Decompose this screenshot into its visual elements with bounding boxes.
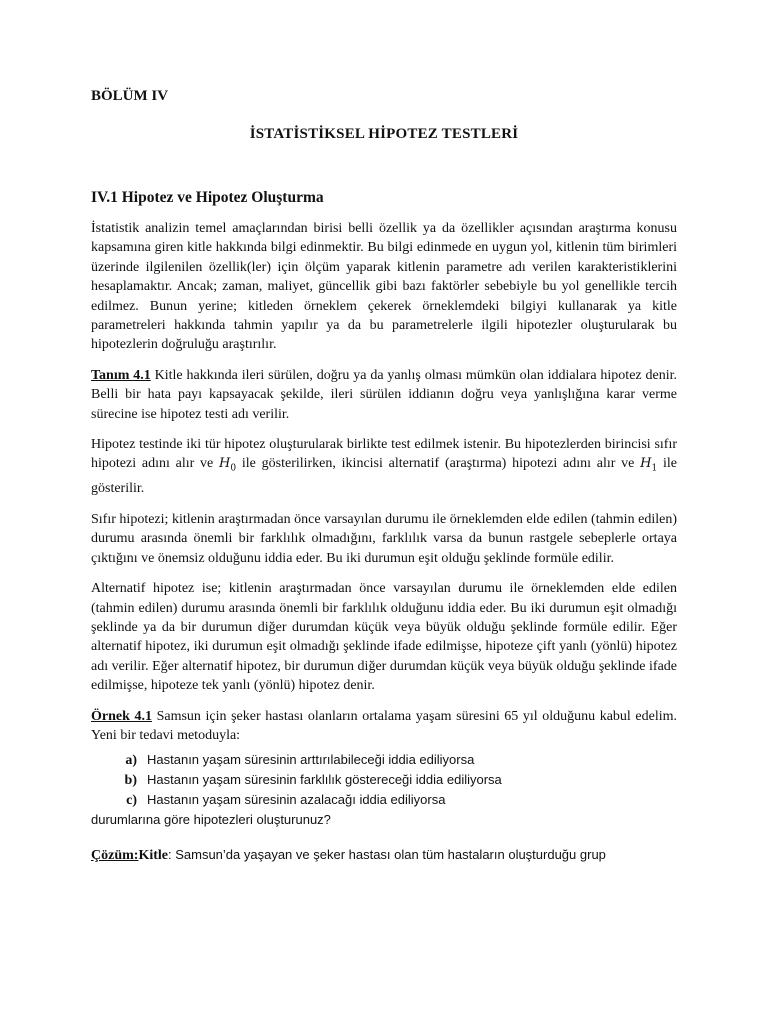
- h0-letter: H: [219, 456, 231, 472]
- definition-label: Tanım 4.1: [91, 367, 151, 383]
- example-label: Örnek 4.1: [91, 708, 152, 724]
- example-text: Samsun için şeker hastası olanların ortalama yaşam süresini 65 yıl olduğunu kabul edelim. Yeni bir tedavi metoduyla:: [91, 708, 678, 743]
- list-item-text: Hastanın yaşam süresinin farklılık göstereceği iddia ediliyorsa: [147, 772, 502, 788]
- chapter-heading: BÖLÜM IV: [91, 88, 169, 104]
- list-marker: a): [125, 753, 137, 769]
- h1-symbol: [640, 456, 658, 475]
- definition-paragraph: [91, 366, 677, 424]
- hypothesis-text-b: ile gösterilirken, ikincisi alternatif (araştırma) hipotezi adını alır ve: [236, 456, 641, 472]
- list-item-text: Hastanın yaşam süresinin arttırılabileceği iddia ediliyorsa: [147, 752, 475, 768]
- solution-label: Çözüm:: [91, 848, 139, 864]
- list-item-text: Hastanın yaşam süresinin azalacağı iddia ediliyorsa: [147, 792, 446, 808]
- h1-subscript: 1: [651, 464, 658, 475]
- intro-paragraph: İstatistik analizin temel amaçlarından birisi belli özellik ya da özellikler açısından araştırma konusu kapsamına giren kitle hakkında bilgi edinmektir. Bu bilgi edinmede en uygun yol, kitlenin tüm birimleri üzerinde ilgilenilen özellik(ler) için ölçüm yaparak kitlenin parametre adı verilen karakteristiklerini hesaplamaktır. Ancak; zaman, maliyet, güncellik gibi bazı faktörler sebebiyle bu yol genellikle tercih edilmez. Bunun yerine; kitleden örneklem çekerek örneklemdeki bilgiyi kullanarak ya kitle parametreleri hakkında tahmin yapılır ya da bu parametrelerle ilgili hipotezler oluşturularak bu hipotezlerin doğruluğu araştırılır.: [91, 221, 677, 353]
- h1-letter: H: [640, 456, 652, 472]
- alternative-hypothesis-paragraph: Alternatif hipotez ise; kitlenin araştırmadan önce varsayılan durumu ile örneklemden elde edilen (tahmin edilen) durumu arasında önemli bir farklılık olduğunu iddia eder. Bu iki durumun eşit olmadığı şeklinde ya da bir durumun diğer durumdan küçük veya büyük olduğu şeklinde formüle edilir. Eğer alternatif hipotez, iki durumun eşit olmadığı şeklinde ifade edilmişse, hipoteze çift yanlı (yönlü) hipotez adı verilir. Eğer alternatif hipotez, bir durumun diğer durumdan küçük veya büyük olduğu şeklinde ifade edilmişse, hipoteze tek yanlı (yönlü) hipotez denir.: [91, 581, 677, 694]
- list-item: [91, 790, 677, 810]
- hypothesis-text-c: ile gösterilir.: [91, 456, 677, 497]
- h0-subscript: 0: [230, 464, 237, 475]
- section-heading: IV.1 Hipotez ve Hipotez Oluşturma: [91, 189, 324, 206]
- solution-paragraph: [91, 845, 677, 865]
- example-tail: durumlarına göre hipotezleri oluşturunuz?: [91, 812, 331, 828]
- list-item: [91, 770, 677, 790]
- solution-text: : Samsun’da yaşayan ve şeker hastası olan tüm hastaların oluşturduğu grup: [167, 847, 606, 863]
- list-marker: b): [124, 773, 137, 789]
- example-paragraph: [91, 707, 677, 746]
- list-item: [91, 750, 677, 770]
- hypothesis-text-a: Hipotez testinde iki tür hipotez oluşturularak birlikte test edilmek istenir. Bu hipotezlerden birincisi sıfır hipotezi adını alır ve: [91, 437, 677, 472]
- h0-symbol: [219, 456, 237, 475]
- null-hypothesis-paragraph: Sıfır hipotezi; kitlenin araştırmadan önce varsayılan durumu ile örneklemden elde edilen (tahmin edilen) durumu arasında önemli bir farklılık olmadığını, farklılık varsa da bunun rastgele sebeplerle ortaya çıktığını ve önemsiz olduğunu iddia eder. Bu iki durumun eşit olduğu şeklinde formüle edilir.: [91, 511, 677, 566]
- example-list: [91, 750, 677, 810]
- chapter-title: İSTATİSTİKSEL HİPOTEZ TESTLERİ: [249, 126, 519, 142]
- page-content: [91, 84, 677, 865]
- solution-term: Kitle: [138, 848, 168, 864]
- list-marker: c): [126, 793, 137, 809]
- hypothesis-types-paragraph: [91, 435, 677, 499]
- definition-text: Kitle hakkında ileri sürülen, doğru ya da yanlış olması mümkün olan iddialara hipotez denir. Belli bir hata payı kapsayacak şekilde, ileri sürülen iddianın doğru veya yanlışlığına karar verme sürecine ise hipotez testi adı verilir.: [91, 367, 677, 422]
